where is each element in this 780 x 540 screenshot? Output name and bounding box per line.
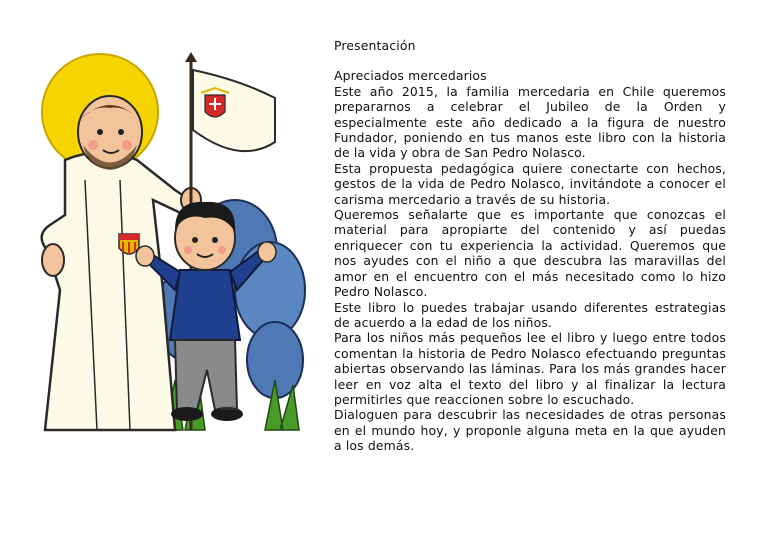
saint-head	[78, 96, 142, 170]
paragraph-strategies: Este libro lo puedes trabajar usando diferentes estrategias de acuerdo a la edad de los niños.	[334, 299, 726, 330]
paragraph-jubilee: Este año 2015, la familia mercedaria en Chile queremos prepararnos a celebrar el Jubileo de la Orden y especialmente este año dedicado a la figura de nuestro Fundador, poniendo en tus manos este libro con la historia de la vida y obra de San Pedro Nolasco.	[334, 83, 726, 161]
paragraph-age-groups: Para los niños más pequeños lee el libro y luego entre todos comentan la historia de Pedro Nolasco efectuando preguntas abiertas observando las láminas. Para los más grandes hacer leer en voz alta el texto del libro y al finalizar la lectura permitirles que reaccionen sobre lo escuchado.	[334, 330, 726, 407]
presentation-text-block	[334, 38, 726, 454]
saint-and-boy-illustration	[25, 50, 315, 450]
saint-left-hand	[42, 244, 64, 276]
paragraph-proposal: Esta propuesta pedagógica quiere conectarte con hechos, gestos de la vida de Pedro Nolasco, invitándote a conocer el carisma mercedario a través de su historia.	[334, 160, 726, 207]
paragraph-greeting: Apreciados mercedarios	[334, 68, 487, 84]
artist-signature: mcdu	[220, 405, 237, 412]
paragraph-importance: Queremos señalarte que es importante que conozcas el material para apropiarte del contenido y así puedas enriquecer con tu experiencia la actividad. Queremos que nos ayudes con el niño a que descubra las maravillas del amor en el encuentro con el más necesitado como lo hizo Pedro Nolasco.	[334, 207, 726, 300]
paragraph-dialogue: Dialoguen para descubrir las necesidades de otras personas en el mundo hoy, y proponle alguna meta en la que ayuden a los demás.	[334, 407, 726, 454]
mercedarian-shield-icon	[119, 234, 139, 254]
page-title: Presentación	[334, 38, 416, 53]
